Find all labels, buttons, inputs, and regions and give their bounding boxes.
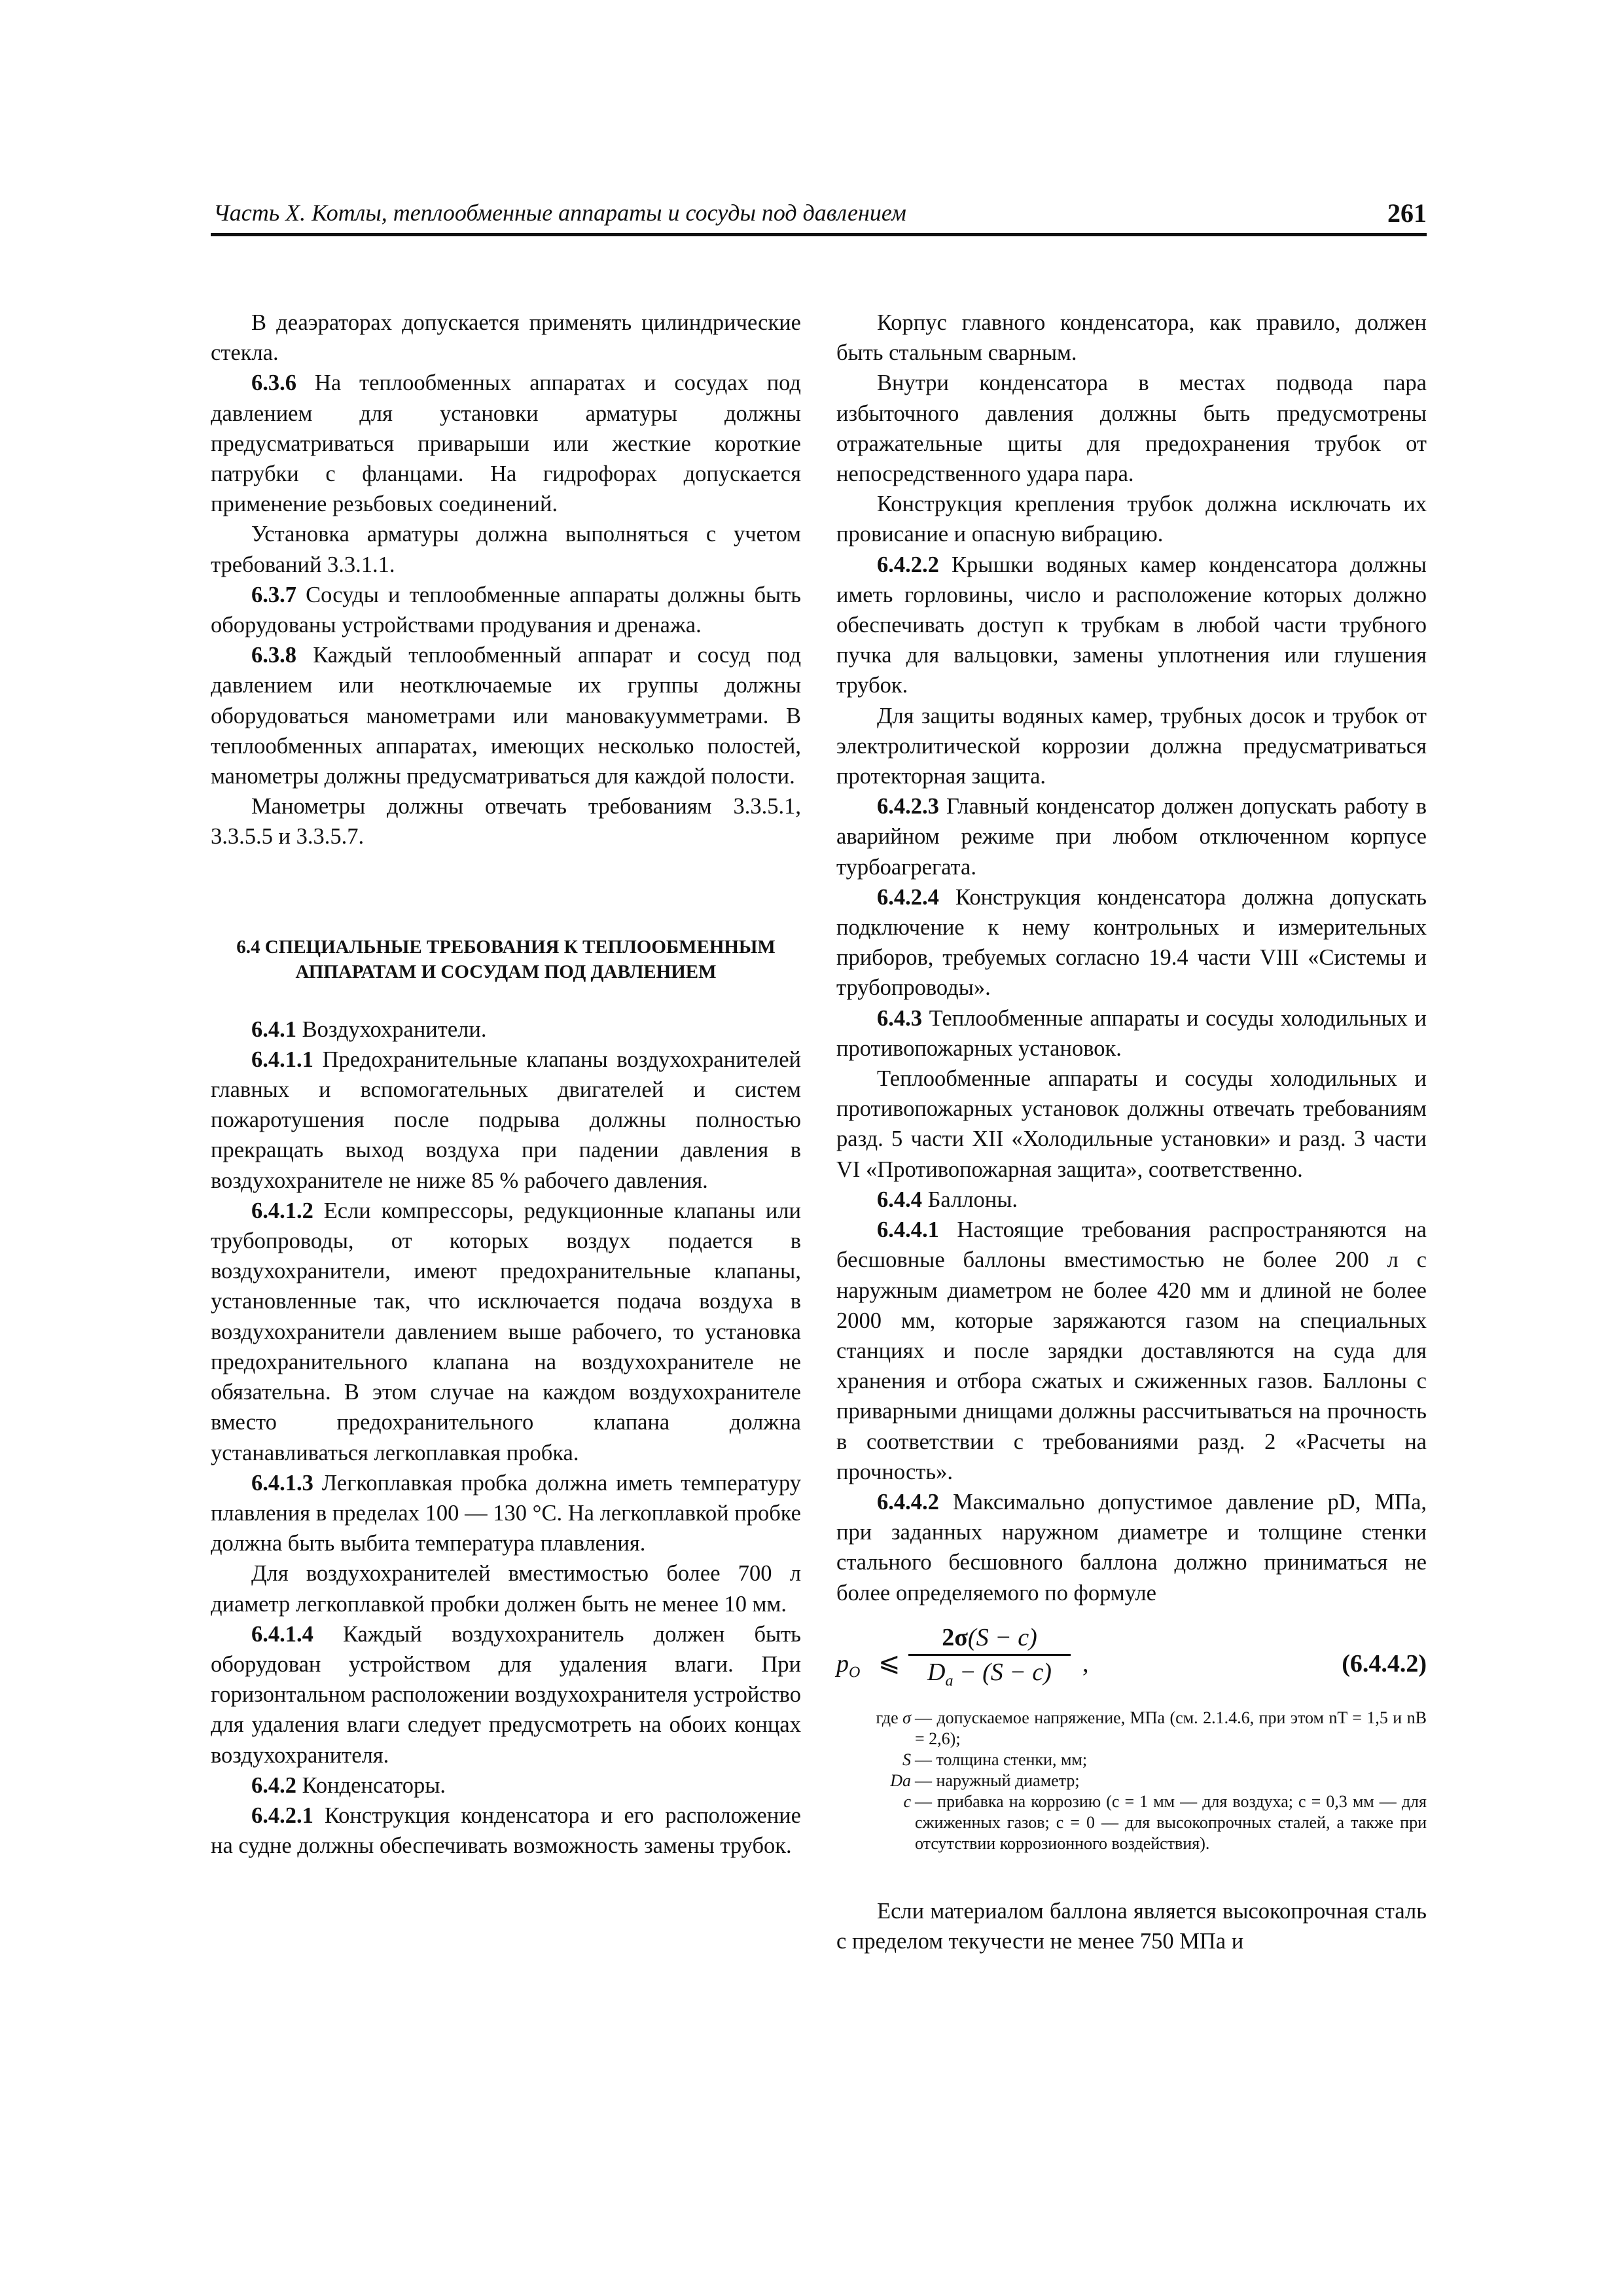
legend-item: где σ — допускаемое напряжение, МПа (см. 2.1.4.6, при этом nT = 1,5 и nB = 2,6); (876, 1708, 1427, 1748)
formula (836, 1623, 1427, 1704)
section-heading: 6.4 СПЕЦИАЛЬНЫЕ ТРЕБОВАНИЯ К ТЕПЛООБМЕННЫМ АППАРАТАМ И СОСУДАМ ПОД ДАВЛЕНИЕМ (236, 936, 776, 982)
paragraph: Установка арматуры должна выполняться с учетом требований 3.3.1.1. (211, 522, 801, 577)
formula-lhs: $p_O$ (836, 1649, 861, 1681)
clause-number: 6.3.6 (251, 370, 296, 396)
legend-item: c — прибавка на коррозию (c = 1 мм — для воздуха; c = 0,3 мм — для сжиженных газов; c = 0 — для высокопрочных сталей, а также при отсутствии коррозионного воздействия). (903, 1791, 1427, 1853)
formula-fraction (908, 1623, 1071, 1696)
left-column (211, 308, 801, 1861)
formula-relation: ⩽ (878, 1647, 901, 1677)
paragraph: Конструкция крепления трубок должна исключать их провисание и опасную вибрацию. (836, 492, 1427, 547)
paragraph: 6.4.2.3 Главный конденсатор должен допускать работу в аварийном режиме при любом отключенном корпусе турбоагрегата. (836, 794, 1427, 880)
paragraph: 6.4.2 Конденсаторы. (251, 1772, 446, 1798)
paragraph: 6.4.2.2 Крышки водяных камер конденсатора должны иметь горловины, число и расположение которых должно обеспечивать доступ к трубкам в любой части трубного пучка для вальцовки, замены уплотнения или глушения трубок. (836, 552, 1427, 698)
clause-number: 6.4.2.1 (251, 1803, 313, 1828)
clause-number: 6.4.1.2 (251, 1198, 313, 1223)
formula-legend (836, 1708, 1427, 1854)
clause-number: 6.4.1.3 (251, 1470, 313, 1496)
paragraph: 6.4.4 Баллоны. (877, 1187, 1018, 1212)
running-title: Часть X. Котлы, теплообменные аппараты и сосуды под давлением (213, 200, 906, 226)
clause-number: 6.4.1.4 (251, 1621, 313, 1647)
clause-number: 6.4.2.4 (877, 884, 939, 910)
paragraph: Корпус главного конденсатора, как правило, должен быть стальным сварным. (836, 310, 1427, 366)
paragraph: Манометры должны отвечать требованиям 3.3.5.1, 3.3.5.5 и 3.3.5.7. (211, 794, 801, 850)
formula-comma: , (1082, 1649, 1089, 1677)
clause-number: 6.4.4 (877, 1187, 922, 1212)
paragraph: Для защиты водяных камер, трубных досок и трубок от электролитической коррозии должна предусматриваться протекторная защита. (836, 703, 1427, 789)
paragraph: 6.4.1 Воздухохранители. (251, 1016, 487, 1042)
page-header (211, 196, 1427, 236)
legend-item: S — толщина стенки, мм; (902, 1749, 1088, 1769)
formula-denominator: $D_a - (S - c)$ (927, 1658, 1052, 1690)
clause-number: 6.4.4.1 (877, 1217, 939, 1243)
right-column (836, 308, 1427, 1956)
clause-number: 6.4.2.3 (877, 794, 939, 819)
paragraph: Если материалом баллона является высокопрочная сталь с пределом текучести не менее 750 МПа и (836, 1898, 1427, 1954)
paragraph: 6.4.1.3 Легкоплавкая пробка должна иметь температуру плавления в пределах 100 — 130 °С. На легкоплавкой пробке должна быть выбита температура плавления. (211, 1470, 801, 1556)
formula-number: (6.4.4.2) (1342, 1649, 1427, 1677)
paragraph: 6.4.2.4 Конструкция конденсатора должна допускать подключение к нему контрольных и измерительных приборов, требуемых согласно 19.4 части VIII «Системы и трубопроводы». (836, 884, 1427, 1001)
paragraph: 6.3.8 Каждый теплообменный аппарат и сосуд под давлением или неотключаемые их группы должны оборудоваться манометрами или мановакуумметрами. В теплообменных аппаратах, имеющих несколько полостей, манометры должны предусматриваться для каждой полости. (211, 643, 802, 789)
clause-number: 6.4.1.1 (251, 1047, 313, 1072)
paragraph: 6.4.2.1 Конструкция конденсатора и его расположение на судне должны обеспечивать возможность замены трубок. (211, 1803, 801, 1859)
paragraph: Внутри конденсатора в местах подвода пара избыточного давления должны быть предусмотрены отражательные щиты для предохранения трубок от непосредственного удара пара. (836, 370, 1427, 487)
paragraph: 6.4.3 Теплообменные аппараты и сосуды холодильных и противопожарных установок. (836, 1005, 1427, 1061)
clause-number: 6.3.8 (251, 643, 296, 668)
paragraph: 6.4.1.2 Если компрессоры, редукционные клапаны или трубопроводы, от которых воздух подается в воздухохранители, имеют предохранительные клапаны, установленные так, что исключается подача воздуха в воздухохранители давлением выше рабочего, то установка предохранительного клапана на воздухохранителе не обязательна. В этом случае на каждом воздухохранителе вместо предохранительного клапана должна устанавливаться легкоплавкая пробка. (211, 1198, 801, 1465)
clause-number: 6.4.2 (251, 1772, 296, 1798)
formula-numerator: 2σ(S − c) (908, 1623, 1071, 1656)
paragraph: 6.3.6 На теплообменных аппаратах и сосудах под давлением для установки арматуры должны предусматриваться приварыши или жесткие короткие патрубки с фланцами. На гидрофорах допускается применение резьбовых соединений. (211, 370, 801, 517)
paragraph: 6.4.4.2 Максимально допустимое давление pD, МПа, при заданных наружном диаметре и толщине стенки стального бесшовного баллона должно приниматься не более определяемого по формуле (836, 1489, 1427, 1605)
legend-item: Da — наружный диаметр; (890, 1770, 1080, 1790)
clause-number: 6.3.7 (251, 582, 296, 607)
paragraph: В деаэраторах допускается применять цилиндрические стекла. (211, 310, 801, 366)
paragraph: 6.3.7 Сосуды и теплообменные аппараты должны быть оборудованы устройствами продувания и дренажа. (211, 582, 802, 638)
page-number: 261 (1387, 198, 1427, 228)
paragraph: 6.4.4.1 Настоящие требования распространяются на бесшовные баллоны вместимостью не более 200 л с наружным диаметром не более 420 мм и длиной не более 2000 мм, которые заряжаются газом на специальных станциях и после зарядки доставляются на суда для хранения и отбора сжатых и сжиженных газов. Баллоны с приварными днищами должны рассчитываться на прочность в соответствии с требованиями разд. 2 «Расчеты на прочность». (836, 1217, 1427, 1484)
clause-number: 6.4.3 (877, 1005, 922, 1031)
clause-number: 6.4.2.2 (877, 552, 939, 577)
clause-number: 6.4.1 (251, 1016, 296, 1042)
paragraph: 6.4.1.4 Каждый воздухохранитель должен быть оборудован устройством для удаления влаги. При горизонтальном расположении воздухохранителя устройство для удаления влаги следует предусмотреть на обоих концах воздухохранителя. (211, 1621, 801, 1768)
paragraph: 6.4.1.1 Предохранительные клапаны воздухохранителей главных и вспомогательных двигателей и систем пожаротушения после подрыва должны полностью прекращать выход воздуха при падении давления в воздухохранителе не ниже 85 % рабочего давления. (211, 1047, 801, 1193)
clause-number: 6.4.4.2 (877, 1489, 939, 1515)
paragraph: Для воздухохранителей вместимостью более 700 л диаметр легкоплавкой пробки должен быть не менее 10 мм. (211, 1561, 801, 1617)
paragraph: Теплообменные аппараты и сосуды холодильных и противопожарных установок должны отвечать требованиям разд. 5 части XII «Холодильные установки» и разд. 3 части VI «Противопожарная защита», соответственно. (836, 1066, 1427, 1182)
